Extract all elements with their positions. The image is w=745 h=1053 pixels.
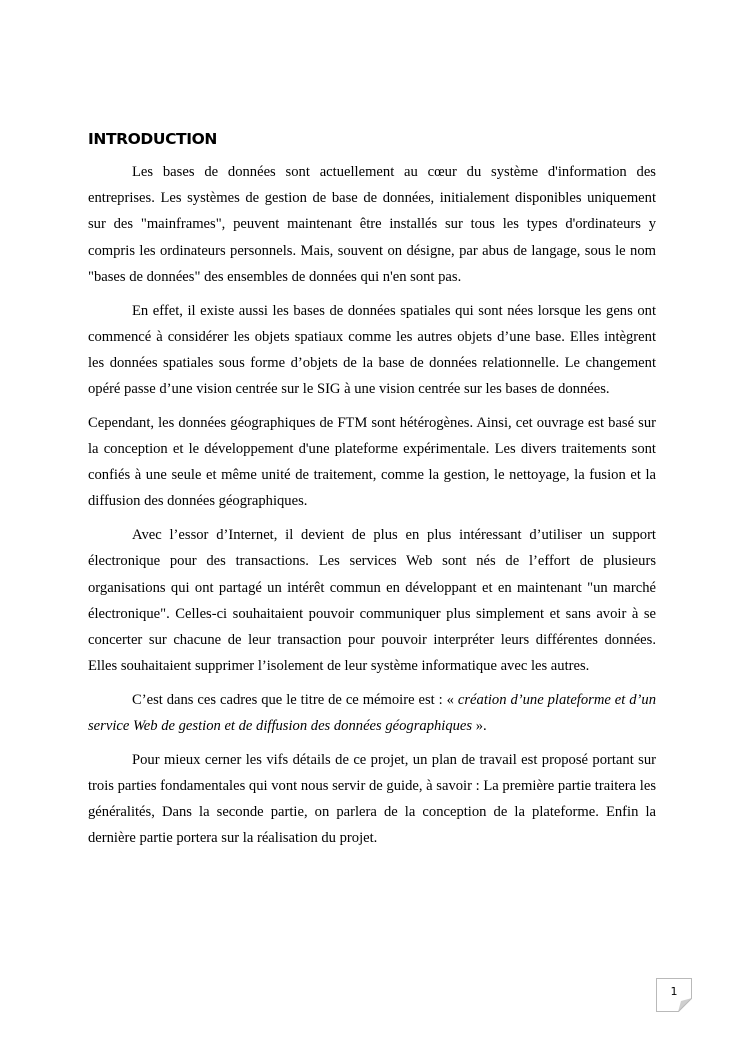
paragraph-web-services: Avec l’essor d’Internet, il devient de plus en plus intéressant d’utiliser un support électronique pour des transactions. Les services Web sont nés de l’effort de plusieurs organisations qui ont partagé un intérêt commun en développant et en maintenant "un marché électronique". Celles-ci souhaitaient pouvoir communiquer plus simplement et sans avoir à se concerter sur chacune de leur transaction pour pouvoir interpréter leurs différentes données. Elles souhaitaient supprimer l’isolement de leur système informatique avec les autres. — [88, 527, 656, 675]
paragraph-ftm-data: Cependant, les données géographiques de FTM sont hétérogènes. Ainsi, cet ouvrage est basé sur la conception et le développement d'une plateforme expérimentale. Les divers traitements sont confiés à une seule et même unité de traitement, comme la gestion, le nettoyage, la fusion et la diffusion des données géographiques. — [88, 414, 656, 510]
thesis-title: création d’une plateforme et d’un service Web de gestion et de diffusion des données géographiques — [88, 691, 657, 735]
document-page — [88, 126, 656, 859]
paragraph-spatial-databases: En effet, il existe aussi les bases de données spatiales qui sont nées lorsque les gens ont commencé à considérer les objets spatiaux comme les autres objets d’une base. Elles intègrent les données spatiales sous forme d’objets de la base de données relationnelle. Le changement opéré passe d’une vision centrée sur le SIG à une vision centrée sur les bases de données. — [88, 302, 656, 398]
paragraph-work-plan: Pour mieux cerner les vifs détails de ce projet, un plan de travail est proposé portant sur trois parties fondamentales qui vont nous servir de guide, à savoir : La première partie traitera les généralités, Dans la seconde partie, on parlera de la conception de la plateforme. Enfin la dernière partie portera sur la réalisation du projet. — [88, 751, 656, 847]
page-number: 1 — [670, 985, 678, 998]
thesis-title-prefix: C’est dans ces cadres que le titre de ce mémoire est : « — [132, 691, 458, 708]
thesis-title-suffix: ». — [472, 718, 487, 735]
paragraph-intro-databases: Les bases de données sont actuellement au cœur du système d'information des entreprises. Les systèmes de gestion de base de données, initialement disponibles uniquement sur des "mainframes", peuvent maintenant être installés sur tous les types d'ordinateurs y compris les ordinateurs personnels. Mais, souvent on désigne, par abus de langage, sous le nom "bases de données" des ensembles de données qui n'en sont pas. — [88, 164, 656, 285]
section-heading: INTRODUCTION — [88, 130, 217, 148]
page-number-box — [656, 978, 692, 1012]
paragraph-thesis-title — [88, 687, 656, 739]
page-curl-icon — [678, 998, 692, 1012]
